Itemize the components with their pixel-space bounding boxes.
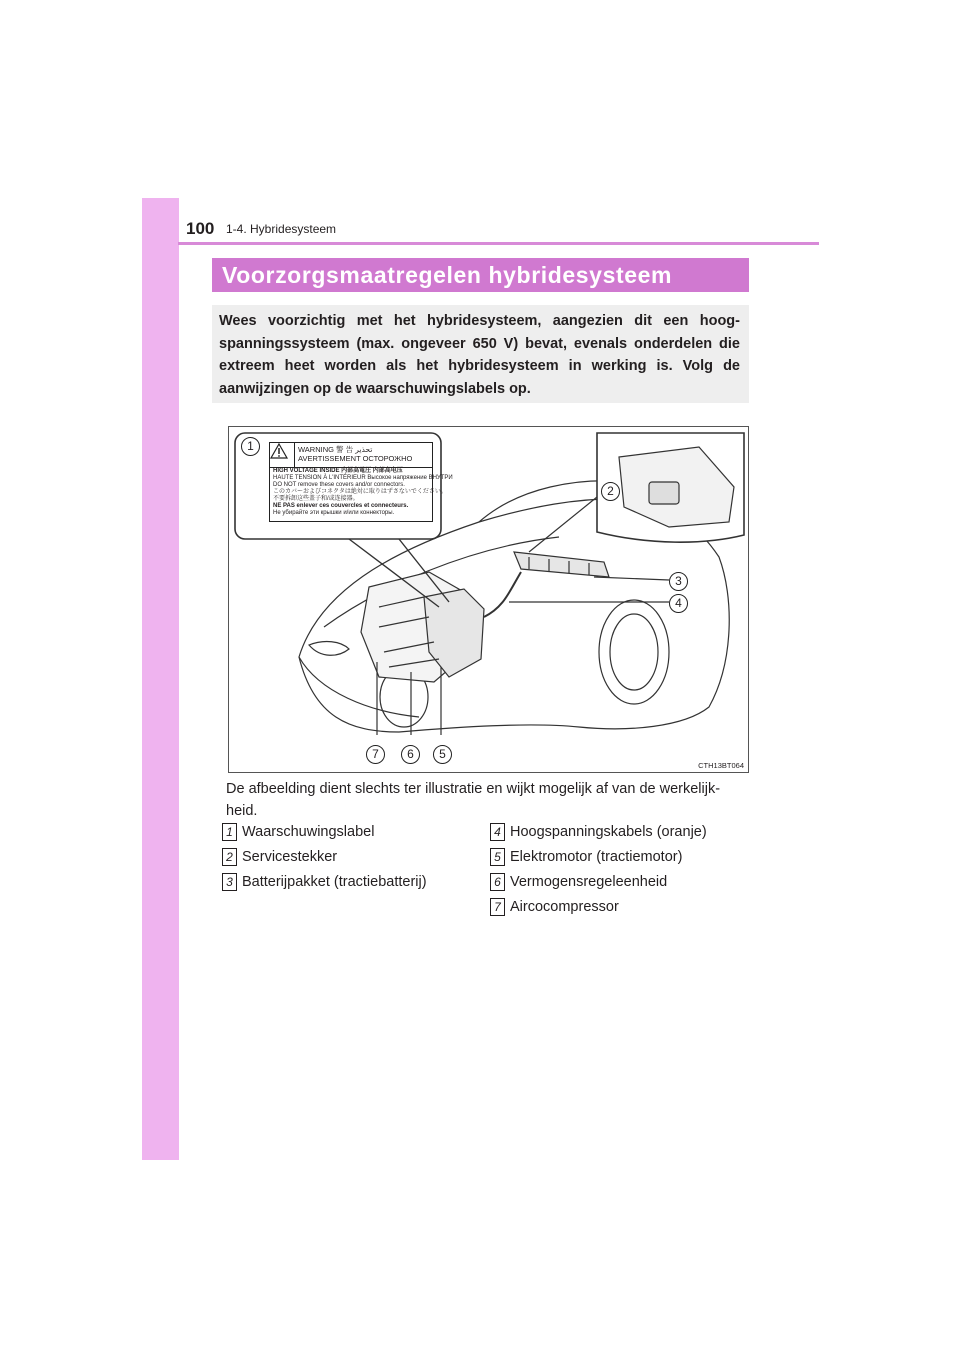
callout-7: 7 xyxy=(366,745,385,764)
chapter-sidebar xyxy=(142,198,179,1160)
section-label: 1-4. Hybridesysteem xyxy=(226,222,337,236)
warning-label-line: DO NOT remove these covers and/or connectors. xyxy=(273,482,405,488)
hybrid-system-illustration xyxy=(228,426,749,773)
warning-label-title-1: WARNING 警 告 تحذير xyxy=(298,445,373,454)
callout-5: 5 xyxy=(433,745,452,764)
warning-label-line: Не убирайте эти крышки и/или коннекторы. xyxy=(273,510,395,516)
callout-1: 1 xyxy=(241,437,260,456)
leader-3 xyxy=(594,577,669,580)
legend-number: 6 xyxy=(490,873,505,891)
legend-number: 2 xyxy=(222,848,237,866)
legend-number: 1 xyxy=(222,823,237,841)
legend-label: Vermogensregeleenheid xyxy=(510,874,668,890)
legend-number: 3 xyxy=(222,873,237,891)
title-bar xyxy=(212,258,749,292)
legend-number: 4 xyxy=(490,823,505,841)
high-voltage-cable xyxy=(484,572,521,617)
service-plug xyxy=(649,482,679,504)
rear-wheel-rim xyxy=(610,614,658,690)
callout-2: 2 xyxy=(601,482,620,501)
warning-triangle-icon xyxy=(270,443,295,467)
legend-label: Aircocompressor xyxy=(510,899,619,915)
legend-label: Waarschuwingslabel xyxy=(242,824,375,840)
legend-label: Hoogspanningskabels (oranje) xyxy=(510,824,707,840)
page-title: Voorzorgsmaatregelen hybridesysteem xyxy=(222,262,673,288)
warning-label-line: HIGH VOLTAGE INSIDE 内部高電圧 内部高电压 xyxy=(273,468,403,474)
warning-label xyxy=(269,442,453,522)
warning-label-line: 不要拆卸这些盖子和/或连接器。 xyxy=(273,496,359,502)
intro-box xyxy=(212,305,749,403)
headlight xyxy=(309,642,349,656)
page-number: 100 xyxy=(186,219,215,238)
battery-pack xyxy=(514,552,609,577)
callout-3: 3 xyxy=(669,572,688,591)
figure-code: CTH13BT064 xyxy=(698,761,744,770)
warning-label-line: NE PAS enlever ces couvercles et connecteurs. xyxy=(273,503,409,509)
legend-label: Batterijpakket (tractiebatterij) xyxy=(242,874,427,890)
warning-label-line: HAUTE TENSION À L'INTÉRIEUR Высокое напряжение ВНУТРИ xyxy=(273,475,453,481)
warning-label-title-2: AVERTISSEMENT ОСТОРОЖНО xyxy=(298,454,413,463)
legend-number: 7 xyxy=(490,898,505,916)
warning-label-line: このカバーおよびコネクタは絶対に取りはずさないでください。 xyxy=(273,489,447,495)
intro-text: Wees voorzichtig met het hybridesysteem, aangezien dit een hoog-spanningssysteem (max. ongeveer 650 V) bevat, evenals onderdelen die extreem heet worden als het hybridesysteem in werking is. Volg de aanwijzingen op de waarschuwingslabels op. xyxy=(219,313,740,397)
legend-label: Elektromotor (tractiemotor) xyxy=(510,849,683,865)
callout-6: 6 xyxy=(401,745,420,764)
legend-label: Servicestekker xyxy=(242,849,338,865)
callout-4: 4 xyxy=(669,594,688,613)
figure-caption: De afbeelding dient slechts ter illustratie en wijkt mogelijk af van de werkelijk-heid. xyxy=(226,781,721,819)
header-rule xyxy=(178,242,819,245)
leader-2 xyxy=(529,497,597,552)
legend-number: 5 xyxy=(490,848,505,866)
